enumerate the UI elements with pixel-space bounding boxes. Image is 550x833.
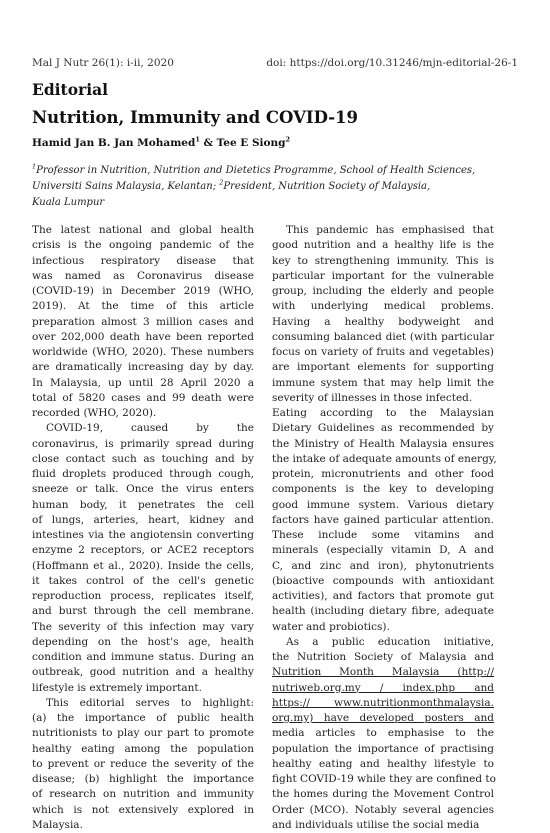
left-column-line: The latest national and global health — [32, 224, 254, 236]
left-column-line: (COVID-19) in December 2019 (WHO, — [32, 285, 254, 297]
left-column-line: worldwide (WHO, 2020). These numbers — [32, 346, 254, 358]
right-column-line: Dietary Guidelines as recommended by — [272, 422, 494, 435]
right-column-line: health (including dietary fibre, adequate — [272, 605, 494, 618]
right-column-line: immune system that may help limit the — [272, 376, 494, 389]
right-column-line: C, and zinc and iron), phytonutrients — [272, 559, 494, 572]
right-column-line: As a public education initiative, — [286, 635, 494, 648]
right-column-line: Eating according to the Malaysian — [272, 407, 494, 419]
affil-marker-1: 1 — [32, 162, 37, 171]
right-column-line: minerals (especially vitamin D, A and — [272, 544, 494, 557]
right-column-line: Having a healthy bodyweight and — [272, 315, 494, 328]
author-line — [32, 137, 290, 149]
body-column-left — [32, 223, 254, 833]
right-column-line[interactable]: nutriweb.org.my / index.php and — [272, 681, 494, 694]
right-column-line: the intake of adequate amounts of energy, — [272, 452, 497, 465]
right-column-line: population the importance of practising — [272, 742, 494, 755]
left-column-line: close contact such as touching and by — [32, 452, 254, 465]
page-header — [32, 57, 518, 69]
right-column-line: good immune system. Various dietary — [272, 498, 494, 511]
left-column-line: 2019). At the time of this article — [32, 300, 254, 313]
right-column-line: group, including the elderly and people — [272, 285, 494, 297]
left-column-line: depending on the host's age, health — [32, 635, 254, 648]
left-column-line: it takes control of the cell's genetic — [32, 574, 254, 587]
right-column-line: focus on variety of fruits and vegetables) — [272, 346, 494, 358]
right-column-line[interactable]: org.my) have developed posters and — [272, 712, 494, 724]
right-column-line: These include some vitamins and — [272, 529, 494, 541]
article-title: Nutrition, Immunity and COVID-19 — [32, 108, 359, 127]
left-column-line: outbreak, good nutrition and a healthy — [32, 666, 254, 679]
author-1-affil-marker: 1 — [195, 135, 200, 144]
doi-reference[interactable]: doi: https://doi.org/10.31246/mjn-editorial-26-1 — [266, 57, 518, 69]
left-column-line: preparation almost 3 million cases and — [32, 315, 254, 328]
left-column-line: The severity of this infection may vary — [32, 620, 254, 633]
affil-marker-2: 2 — [219, 178, 224, 187]
left-column-line: disease; (b) highlight the importance — [32, 773, 254, 785]
left-column-line: nutritionists to play our part to promote — [32, 727, 254, 740]
right-column-line: with underlying medical problems. — [272, 300, 494, 313]
right-column-line: activities), and factors that promote gut — [272, 590, 494, 602]
left-column-line: (a) the importance of public health — [32, 712, 254, 724]
right-column-line: protein, micronutrients and other food — [272, 468, 494, 480]
left-column-line: was named as Coronavirus disease — [32, 269, 254, 282]
left-column-line: recorded (WHO, 2020). — [32, 407, 157, 419]
left-column-line: coronavirus, is primarily spread during — [32, 437, 254, 450]
left-column-line: condition and immune status. During an — [32, 651, 254, 663]
left-column-line: over 202,000 death have been reported — [32, 330, 254, 343]
left-column-line: Malaysia. — [32, 818, 83, 831]
right-column-line: good nutrition and a healthy life is the — [272, 239, 494, 252]
left-column-line: are dramatically increasing day by day. — [32, 361, 254, 374]
right-column-line: the Nutrition Society of Malaysia and — [272, 651, 494, 663]
author-2-affil-marker: 2 — [285, 135, 291, 144]
right-column-line: components is the key to developing — [272, 483, 494, 496]
left-column-line: total of 5820 cases and 99 death were — [32, 391, 254, 404]
affiliation-line-1: $^1$Professor in Nutrition, Nutrition and Dietetics Programme, School of Health Sciences, — [32, 162, 476, 176]
author-2: Tee E Siong — [216, 137, 286, 149]
right-column-line: Order (MCO). Notably several agencies — [272, 803, 494, 816]
right-column-line: and individuals utilise the social media — [272, 818, 480, 831]
left-column-line: lifestyle is extremely important. — [32, 681, 202, 694]
affiliation-line-2: Universiti Sains Malaysia, Kelantan; $^2$President, Nutrition Society of Malaysia, — [32, 178, 431, 192]
left-column-line: to prevent or reduce the severity of the — [32, 757, 254, 770]
left-column-line: intestines via the angiotensin converting — [32, 529, 254, 541]
right-column-line: severity of illnesses in those infected. — [272, 391, 473, 404]
left-column-line: of research on nutrition and immunity — [32, 788, 254, 801]
journal-reference: Mal J Nutr 26(1): i-ii, 2020 — [32, 57, 174, 69]
author-separator: & — [199, 137, 217, 149]
left-column-line: In Malaysia, up until 28 April 2020 a — [32, 376, 254, 389]
left-column-line: enzyme 2 receptors, or ACE2 receptors — [32, 544, 254, 557]
right-column-line[interactable]: Nutrition Month Malaysia (http:// — [272, 666, 494, 679]
left-column-line: of lungs, arteries, heart, kidney and — [32, 513, 254, 526]
right-column-line: key to strengthening immunity. This is — [272, 254, 494, 267]
left-column-line: This editorial serves to highlight: — [46, 696, 254, 709]
affiliations — [32, 163, 512, 211]
left-column-line: fluid droplets produced through cough, — [32, 468, 254, 480]
right-column-line: the Ministry of Health Malaysia ensures — [272, 437, 494, 450]
right-column-line: particular important for the vulnerable — [272, 269, 494, 282]
right-column-line: the homes during the Movement Control — [272, 788, 494, 801]
section-label: Editorial — [32, 80, 109, 99]
author-1: Hamid Jan B. Jan Mohamed — [32, 137, 196, 149]
left-column-line: COVID-19, caused by the — [46, 422, 254, 435]
left-column-line: infectious respiratory disease that — [32, 254, 254, 267]
right-column-line: consuming balanced diet (with particular — [272, 330, 494, 343]
right-column-line: water and probiotics). — [272, 620, 390, 633]
left-column-line: human body, it penetrates the cell — [32, 498, 254, 511]
right-column-line: This pandemic has emphasised that — [286, 224, 494, 236]
left-column-line: and burst through the cell membrane. — [32, 605, 254, 618]
right-column-line: media articles to emphasise to the — [272, 727, 494, 740]
right-column-line: fight COVID-19 while they are confined to — [272, 773, 496, 785]
left-column-line: healthy eating among the population — [32, 742, 254, 755]
affiliation-line-3: Kuala Lumpur — [32, 197, 105, 208]
left-column-line: which is not extensively explored in — [32, 803, 254, 816]
right-column-line: (bioactive compounds with antioxidant — [272, 574, 494, 587]
left-column-line: reproduction process, replicates itself, — [32, 590, 254, 602]
left-column-line: (Hoffmann et al., 2020). Inside the cells, — [32, 559, 254, 572]
right-column-line[interactable]: https:// www.nutritionmonthmalaysia. — [272, 696, 494, 709]
right-column-line: healthy eating and healthy lifestyle to — [272, 757, 494, 770]
left-column-line: crisis is the ongoing pandemic of the — [32, 239, 254, 252]
left-column-line: sneeze or talk. Once the virus enters — [32, 483, 254, 496]
right-column-line: are important elements for supporting — [272, 361, 494, 374]
body-column-right — [272, 223, 497, 833]
right-column-line: factors have gained particular attention. — [272, 513, 494, 526]
